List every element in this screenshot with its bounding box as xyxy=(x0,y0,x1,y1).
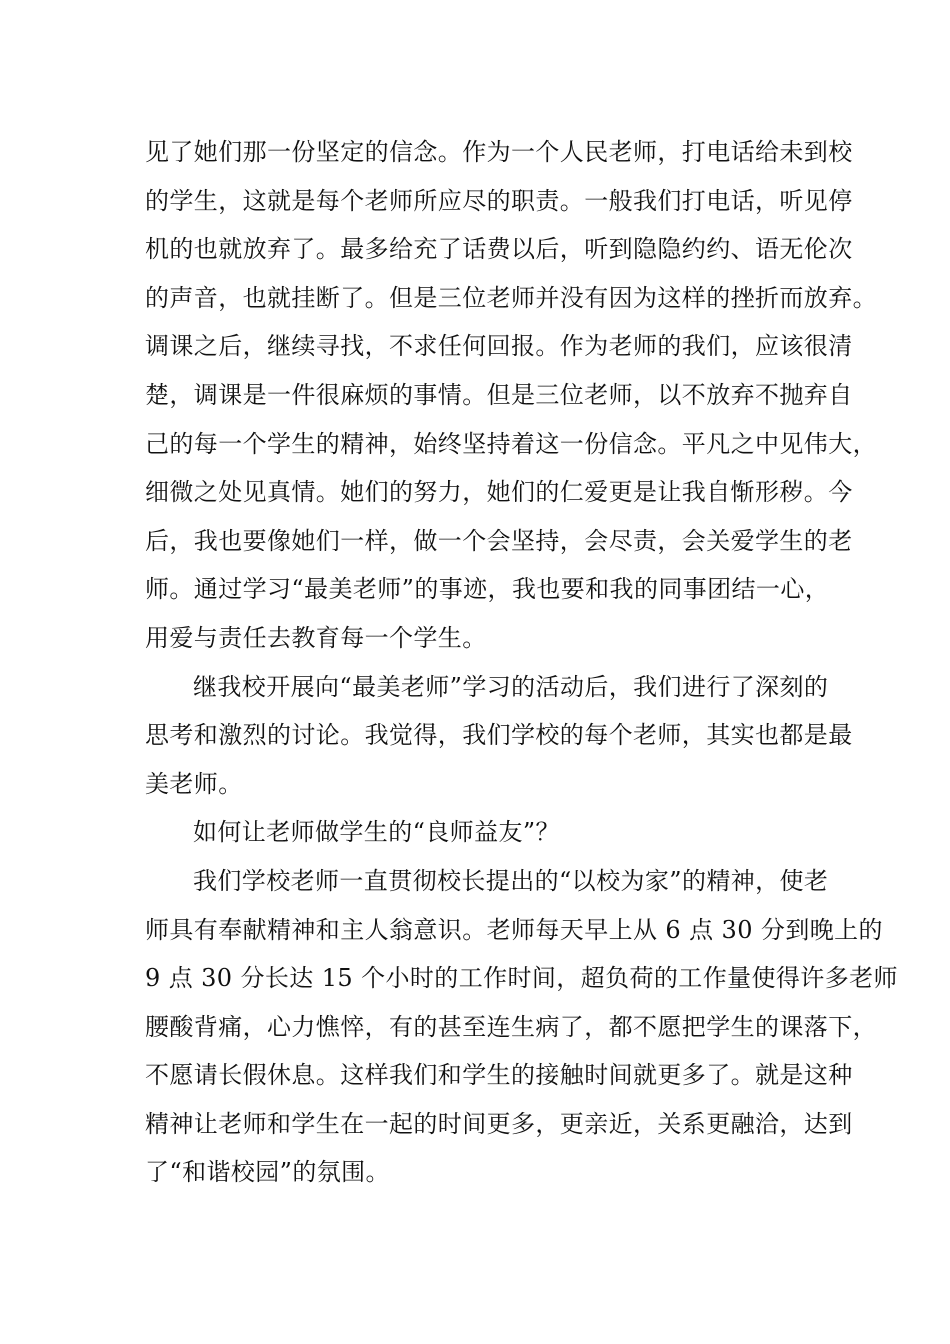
text-line: 继我校开展向“最美老师”学习的活动后，我们进行了深刻的 xyxy=(193,672,829,701)
text-line: 不愿请长假休息。这样我们和学生的接触时间就更多了。就是这种 xyxy=(145,1061,853,1090)
text-line: 师。通过学习“最美老师”的事迹，我也要和我的同事团结一心， xyxy=(145,575,830,604)
text-line: 了“和谐校园”的氛围。 xyxy=(145,1158,390,1187)
text-line: 思考和激烈的讨论。我觉得，我们学校的每个老师，其实也都是最 xyxy=(145,721,853,750)
text-line: 细微之处见真情。她们的努力，她们的仁爱更是让我自惭形秽。今 xyxy=(145,478,853,507)
text-line: 美老师。 xyxy=(145,769,243,798)
text-line: 的学生，这就是每个老师所应尽的职责。一般我们打电话，听见停 xyxy=(145,186,853,215)
text-line: 己的每一个学生的精神，始终坚持着这一份信念。平凡之中见伟大， xyxy=(145,429,877,458)
text-line: 用爱与责任去教育每一个学生。 xyxy=(145,623,487,652)
text-line: 9 点 30 分长达 15 个小时的工作时间，超负荷的工作量使得许多老师 xyxy=(145,964,898,993)
text-line: 调课之后，继续寻找，不求任何回报。作为老师的我们，应该很清 xyxy=(145,332,853,361)
document-body xyxy=(145,128,898,1197)
text-line: 腰酸背痛，心力憔悴，有的甚至连生病了，都不愿把学生的课落下， xyxy=(145,1012,877,1041)
text-line: 如何让老师做学生的“良师益友”？ xyxy=(193,818,560,847)
text-line: 的声音，也就挂断了。但是三位老师并没有因为这样的挫折而放弃。 xyxy=(145,283,877,312)
text-line: 见了她们那一份坚定的信念。作为一个人民老师，打电话给未到校 xyxy=(145,138,853,166)
paragraph-4 xyxy=(145,857,898,1197)
text-line: 我们学校老师一直贯彻校长提出的“以校为家”的精神，使老 xyxy=(193,866,829,895)
paragraph-3-question xyxy=(145,808,825,857)
text-line: 楚，调课是一件很麻烦的事情。但是三位老师，以不放弃不抛弃自 xyxy=(145,380,853,409)
text-line: 后，我也要像她们一样，做一个会坚持，会尽责，会关爱学生的老 xyxy=(145,526,853,555)
paragraph-2 xyxy=(145,663,853,809)
text-line: 精神让老师和学生在一起的时间更多，更亲近，关系更融洽，达到 xyxy=(145,1109,853,1138)
paragraph-1 xyxy=(145,128,877,663)
text-line: 师具有奉献精神和主人翁意识。老师每天早上从 6 点 30 分到晚上的 xyxy=(145,915,883,944)
text-line: 机的也就放弃了。最多给充了话费以后，听到隐隐约约、语无伦次 xyxy=(145,235,853,264)
